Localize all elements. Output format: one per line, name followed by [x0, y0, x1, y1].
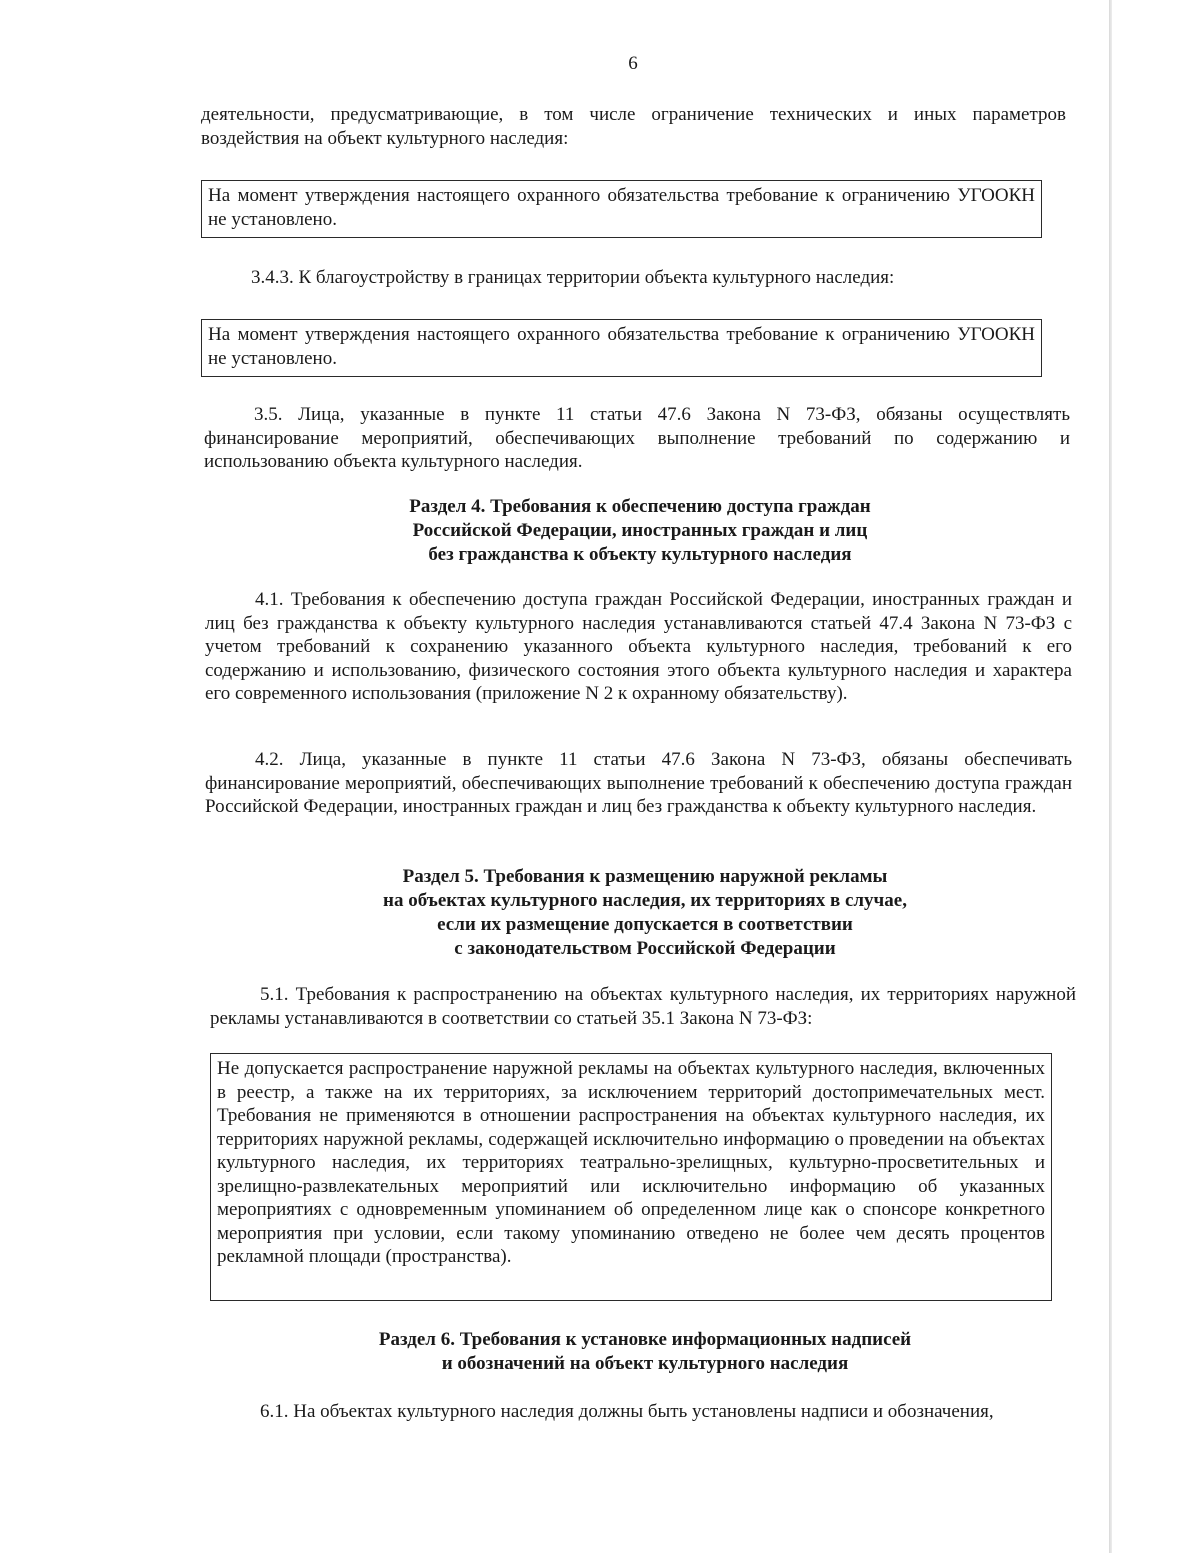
paragraph-4-1: 4.1. Требования к обеспечению доступа граждан Российской Федерации, иностранных граждан и лиц без гражданства к объекту культурного наследия устанавливаются статьей 47.4 Закона N 73-ФЗ с учетом требований к сохранению указанного объекта культурного наследия, требований к его содержанию и использованию, физического состояния этого объекта культурного наследия и характера его современного использования (приложение N 2 к охранному обязательству). — [205, 589, 1072, 704]
section-4-heading — [290, 495, 990, 567]
requirement-box-3: Не допускается распространение наружной рекламы на объектах культурного наследия, включенных в реестр, а также на их территориях, за исключением территорий достопримечательных мест. Требования не применяются в отношении распространения на объектах культурного наследия, их территориях наружной рекламы, содержащей исключительно информацию о проведении на объектах культурного наследия, их территориях театрально-зрелищных, культурно-просветительных и зрелищно-развлекательных мероприятий или исключительно информацию об указанных мероприятиях с одновременным упоминанием об определенном лице как о спонсоре конкретного мероприятия при условии, если такому упоминанию отведено не более чем десять процентов рекламной площади (пространства). — [210, 1053, 1052, 1301]
page-number: 6 — [628, 53, 638, 74]
section-6-heading — [290, 1328, 1000, 1376]
section-5-heading-line: если их размещение допускается в соответствии — [437, 914, 853, 935]
requirement-box-2: На момент утверждения настоящего охранного обязательства требование к ограничению УГООКН не установлено. — [201, 319, 1042, 377]
section-5-heading-line: с законодательством Российской Федерации — [454, 938, 836, 959]
section-6-heading-line: Раздел 6. Требования к установке информационных надписей — [378, 1329, 912, 1350]
paragraph-3-4-3: 3.4.3. К благоустройству в границах территории объекта культурного наследия: — [251, 267, 895, 288]
section-4-heading-line: без гражданства к объекту культурного наследия — [428, 544, 852, 565]
paragraph-intro: деятельности, предусматривающие, в том числе ограничение технических и иных параметров воздействия на объект культурного наследия: — [201, 104, 1066, 149]
scan-edge-line — [1109, 0, 1112, 1553]
section-5-heading — [290, 865, 1000, 961]
paragraph-3-5: 3.5. Лица, указанные в пункте 11 статьи 47.6 Закона N 73-ФЗ, обязаны осуществлять финансирование мероприятий, обеспечивающих выполнение требований по содержанию и использованию объекта культурного наследия. — [204, 404, 1070, 472]
section-4-heading-line: Российской Федерации, иностранных граждан и лиц — [412, 520, 868, 541]
paragraph-5-1: 5.1. Требования к распространению на объектах культурного наследия, их территориях наружной рекламы устанавливаются в соответствии со статьей 35.1 Закона N 73-ФЗ: — [210, 984, 1076, 1029]
paragraph-4-2: 4.2. Лица, указанные в пункте 11 статьи 47.6 Закона N 73-ФЗ, обязаны обеспечивать финансирование мероприятий, обеспечивающих выполнение требований к обеспечению доступа граждан Российской Федерации, иностранных граждан и лиц без гражданства к объекту культурного наследия. — [205, 749, 1072, 817]
section-5-heading-line: Раздел 5. Требования к размещению наружной рекламы — [402, 866, 888, 887]
section-5-heading-line: на объектах культурного наследия, их территориях в случае, — [383, 890, 907, 911]
section-6-heading-line: и обозначений на объект культурного наследия — [441, 1353, 849, 1374]
section-4-heading-line: Раздел 4. Требования к обеспечению доступа граждан — [409, 496, 871, 517]
paragraph-6-1: 6.1. На объектах культурного наследия должны быть установлены надписи и обозначения, — [260, 1401, 994, 1422]
requirement-box-1: На момент утверждения настоящего охранного обязательства требование к ограничению УГООКН не установлено. — [201, 180, 1042, 238]
